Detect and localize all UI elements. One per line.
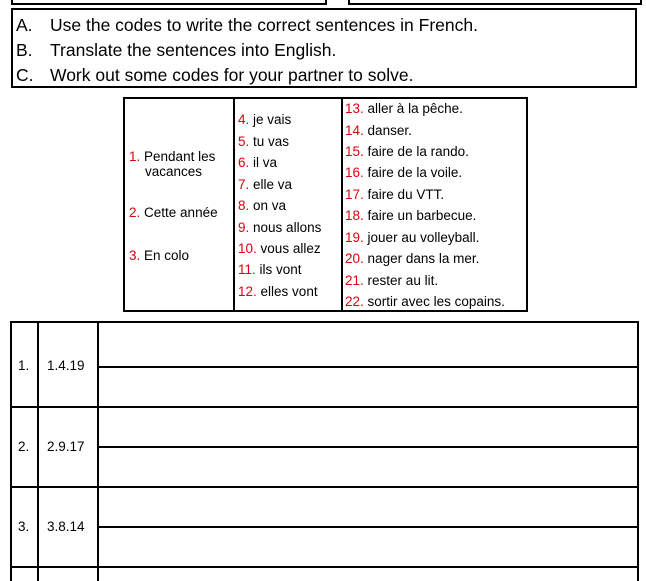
- code-text: faire du VTT.: [367, 187, 445, 202]
- instruction-text: Use the codes to write the correct sentences in French.: [50, 15, 478, 35]
- answer-line[interactable]: [99, 366, 637, 368]
- code-text: sortir avec les copains.: [367, 294, 505, 309]
- time-phrase-1: [129, 149, 215, 165]
- subject-item: [238, 241, 321, 257]
- code-number: 11.: [238, 262, 256, 277]
- answer-line[interactable]: [99, 526, 637, 528]
- code-text: aller à la pêche.: [367, 101, 463, 116]
- instruction-a: [13, 13, 635, 38]
- answer-table: [10, 321, 639, 581]
- subject-column: [233, 99, 341, 310]
- code-number: 14.: [345, 123, 364, 138]
- subject-item: [238, 284, 318, 300]
- column-divider: [37, 323, 39, 581]
- code-text: nager dans la mer.: [367, 251, 480, 266]
- time-phrase-3: [129, 248, 189, 264]
- time-phrase-2: [129, 205, 218, 221]
- code-number: 22.: [345, 294, 364, 309]
- answer-code: 2.9.17: [47, 439, 85, 454]
- code-text: jouer au volleyball.: [367, 230, 480, 245]
- activity-item: [345, 251, 479, 267]
- subject-item: [238, 262, 302, 278]
- code-text: elles vont: [260, 284, 318, 299]
- activity-column: [341, 99, 528, 310]
- instruction-c: [13, 63, 635, 88]
- code-number: 6.: [238, 155, 250, 170]
- top-box-right-fragment: [348, 0, 642, 5]
- instruction-text: Translate the sentences into English.: [50, 40, 337, 60]
- code-number: 16.: [345, 165, 364, 180]
- activity-item: [345, 273, 438, 289]
- code-text: danser.: [367, 123, 412, 138]
- code-number: 13.: [345, 101, 364, 116]
- code-number: 21.: [345, 273, 364, 288]
- code-number: 9.: [238, 220, 250, 235]
- instruction-letter: A.: [16, 15, 33, 35]
- code-text: Cette année: [144, 205, 218, 220]
- code-text: je vais: [253, 112, 292, 127]
- subject-item: [238, 134, 289, 150]
- code-text: elle va: [253, 177, 293, 192]
- activity-item: [345, 123, 412, 139]
- subject-item: [238, 112, 291, 128]
- answer-index: 2.: [18, 439, 30, 454]
- code-text: ils vont: [259, 262, 302, 277]
- answer-code: 3.8.14: [47, 519, 85, 534]
- time-phrase-column: [125, 99, 233, 310]
- activity-item: [345, 165, 462, 181]
- instruction-text: Work out some codes for your partner to solve.: [50, 65, 414, 85]
- code-number: 10.: [238, 241, 257, 256]
- subject-item: [238, 198, 286, 214]
- code-text: on va: [253, 198, 287, 213]
- instruction-letter: C.: [16, 65, 34, 85]
- code-number: 8.: [238, 198, 250, 213]
- code-number: 19.: [345, 230, 364, 245]
- column-divider: [97, 323, 99, 581]
- instructions-box: [11, 8, 637, 88]
- code-text: Pendant les: [144, 149, 216, 164]
- subject-item: [238, 177, 292, 193]
- activity-item: [345, 230, 479, 246]
- code-number: 18.: [345, 208, 364, 223]
- code-text: tu vas: [253, 134, 290, 149]
- code-number: 7.: [238, 177, 250, 192]
- code-number: 17.: [345, 187, 364, 202]
- code-text: rester au lit.: [367, 273, 439, 288]
- code-text: faire de la voile.: [367, 165, 463, 180]
- code-text: faire de la rando.: [367, 144, 469, 159]
- code-number: 5.: [238, 134, 250, 149]
- instruction-letter: B.: [16, 40, 33, 60]
- activity-item: [345, 144, 469, 160]
- time-phrase-1-cont: [145, 164, 202, 180]
- code-grid: [123, 97, 528, 312]
- activity-item: [345, 294, 505, 310]
- code-number: 4.: [238, 112, 250, 127]
- code-text: il va: [253, 155, 278, 170]
- activity-item: [345, 187, 444, 203]
- answer-index: 3.: [18, 519, 30, 534]
- activity-item: [345, 208, 476, 224]
- subject-item: [238, 155, 277, 171]
- answer-line[interactable]: [99, 446, 637, 448]
- code-number: 2.: [129, 205, 141, 220]
- code-number: 1.: [129, 149, 141, 164]
- code-text: vous allez: [260, 241, 321, 256]
- code-text: En colo: [144, 248, 190, 263]
- row-divider: [12, 486, 637, 488]
- instruction-b: [13, 38, 635, 63]
- code-text: nous allons: [253, 220, 322, 235]
- code-text: faire un barbecue.: [367, 208, 477, 223]
- code-number: 20.: [345, 251, 364, 266]
- code-text: vacances: [145, 164, 203, 179]
- answer-code: 1.4.19: [47, 358, 85, 373]
- row-divider: [12, 406, 637, 408]
- code-number: 12.: [238, 284, 257, 299]
- activity-item: [345, 101, 463, 117]
- code-number: 3.: [129, 248, 141, 263]
- answer-index: 1.: [18, 358, 30, 373]
- code-number: 15.: [345, 144, 364, 159]
- top-box-left-fragment: [11, 0, 327, 5]
- row-divider: [12, 566, 637, 568]
- subject-item: [238, 220, 321, 236]
